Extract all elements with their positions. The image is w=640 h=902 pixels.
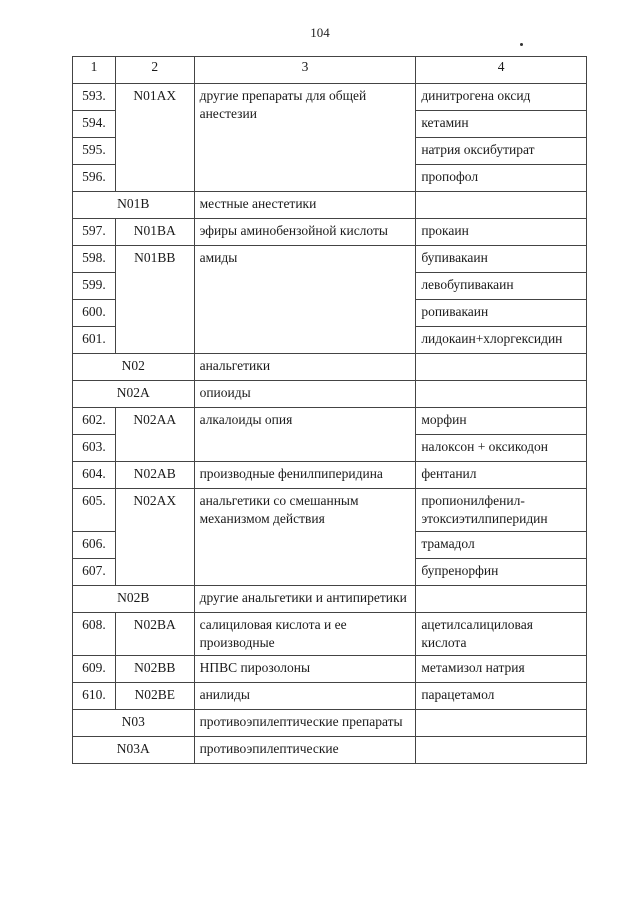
group-name: другие препараты для общей анестезии [194, 84, 416, 192]
row-number: 609. [73, 656, 116, 683]
group-name: анальгетики со смешанным механизмом действия [194, 489, 416, 586]
table-row [73, 408, 587, 435]
header-col-3: 3 [194, 57, 416, 84]
table-row [73, 737, 587, 764]
group-name: салициловая кислота и ее производные [194, 613, 416, 656]
group-name: НПВС пирозолоны [194, 656, 416, 683]
atc-code: N01B [73, 192, 195, 219]
group-name: производные фенилпиперидина [194, 462, 416, 489]
drug-name: налоксон + оксикодон [416, 435, 587, 462]
drug-name: пропионилфенил-этоксиэтилпиперидин [416, 489, 587, 532]
table-header-row [73, 57, 587, 84]
table-row [73, 381, 587, 408]
drug-name: метамизол натрия [416, 656, 587, 683]
row-number: 605. [73, 489, 116, 532]
row-number: 598. [73, 246, 116, 273]
header-col-1: 1 [73, 57, 116, 84]
atc-code: N02A [73, 381, 195, 408]
table-row [73, 219, 587, 246]
group-name: амиды [194, 246, 416, 354]
table-row [73, 710, 587, 737]
atc-code: N03A [73, 737, 195, 764]
drug-name: парацетамол [416, 683, 587, 710]
drug-name: ропивакаин [416, 300, 587, 327]
atc-code: N02B [73, 586, 195, 613]
group-name: эфиры аминобензойной кислоты [194, 219, 416, 246]
drug-name: бупивакаин [416, 246, 587, 273]
group-name: анальгетики [194, 354, 416, 381]
row-number: 601. [73, 327, 116, 354]
row-number: 610. [73, 683, 116, 710]
row-number: 607. [73, 559, 116, 586]
row-number: 596. [73, 165, 116, 192]
atc-code: N03 [73, 710, 195, 737]
atc-code: N02BE [115, 683, 194, 710]
row-number: 602. [73, 408, 116, 435]
group-name: анилиды [194, 683, 416, 710]
drug-name: трамадол [416, 532, 587, 559]
drug-name [416, 381, 587, 408]
drug-name [416, 354, 587, 381]
row-number: 597. [73, 219, 116, 246]
group-name: опиоиды [194, 381, 416, 408]
drug-name [416, 737, 587, 764]
page-number: 104 [310, 25, 330, 40]
table-row [73, 354, 587, 381]
table-row [73, 683, 587, 710]
drug-name: кетамин [416, 111, 587, 138]
atc-code: N02AX [115, 489, 194, 586]
drug-name: динитрогена оксид [416, 84, 587, 111]
atc-code: N02 [73, 354, 195, 381]
group-name: противоэпилептические [194, 737, 416, 764]
row-number: 604. [73, 462, 116, 489]
drug-name: фентанил [416, 462, 587, 489]
drug-name: прокаин [416, 219, 587, 246]
table-row [73, 84, 587, 111]
scan-speck [520, 43, 523, 46]
drug-name [416, 586, 587, 613]
group-name: другие анальгетики и антипиретики [194, 586, 416, 613]
group-name: противоэпилептические препараты [194, 710, 416, 737]
group-name: алкалоиды опия [194, 408, 416, 462]
drug-name: лидокаин+хлоргексидин [416, 327, 587, 354]
drug-name: морфин [416, 408, 587, 435]
drug-name [416, 710, 587, 737]
atc-code: N01BA [115, 219, 194, 246]
drug-name: натрия оксибутират [416, 138, 587, 165]
header-col-2: 2 [115, 57, 194, 84]
row-number: 600. [73, 300, 116, 327]
row-number: 599. [73, 273, 116, 300]
atc-code: N02BA [115, 613, 194, 656]
drug-name: левобупивакаин [416, 273, 587, 300]
row-number: 608. [73, 613, 116, 656]
table-row [73, 586, 587, 613]
row-number: 595. [73, 138, 116, 165]
atc-code: N02AA [115, 408, 194, 462]
table-row [73, 613, 587, 656]
drug-name: ацетилсалициловая кислота [416, 613, 587, 656]
drug-name: пропофол [416, 165, 587, 192]
row-number: 606. [73, 532, 116, 559]
header-col-4: 4 [416, 57, 587, 84]
atc-code: N02BB [115, 656, 194, 683]
drug-name: бупренорфин [416, 559, 587, 586]
row-number: 594. [73, 111, 116, 138]
row-number: 603. [73, 435, 116, 462]
table-row [73, 656, 587, 683]
group-name: местные анестетики [194, 192, 416, 219]
drug-name [416, 192, 587, 219]
row-number: 593. [73, 84, 116, 111]
table-row [73, 489, 587, 532]
table-row [73, 462, 587, 489]
table-row [73, 246, 587, 273]
atc-code: N01AX [115, 84, 194, 192]
table-row [73, 192, 587, 219]
atc-code: N01BB [115, 246, 194, 354]
drug-table [72, 56, 587, 764]
atc-code: N02AB [115, 462, 194, 489]
